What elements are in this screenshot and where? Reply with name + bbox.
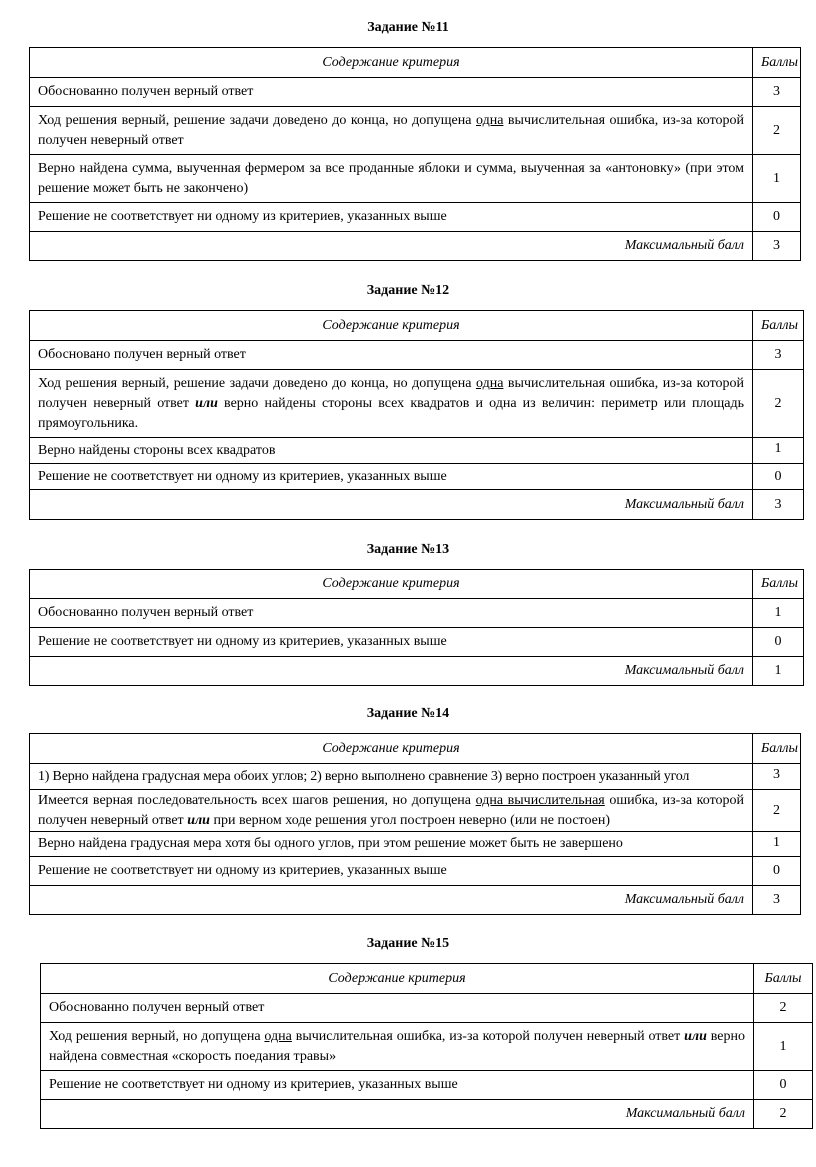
criterion-points: 1 bbox=[753, 438, 804, 464]
points-header: Баллы bbox=[753, 311, 804, 341]
max-score-label: Максимальный балл bbox=[41, 1100, 754, 1129]
task-15-criteria-table bbox=[40, 963, 813, 1129]
max-score-label: Максимальный балл bbox=[30, 232, 753, 261]
max-score-label: Максимальный балл bbox=[30, 886, 753, 915]
underlined-word: одна bbox=[475, 112, 504, 128]
criterion-text: Верно найдена градусная мера хотя бы одного углов, при этом решение может быть не завершено bbox=[30, 832, 753, 857]
or-conjunction: или bbox=[684, 1028, 707, 1044]
task-14-title: Задание №14 bbox=[366, 706, 450, 721]
max-score-label: Максимальный балл bbox=[30, 490, 753, 520]
criterion-points: 1 bbox=[753, 599, 804, 628]
max-score-value: 1 bbox=[753, 657, 804, 686]
criterion-text: Обосновано получен верный ответ bbox=[30, 341, 753, 370]
text-part: верно найдены стороны всех квадратов и одна из величин: периметр или площадь прямоугольника. bbox=[38, 395, 744, 431]
criteria-header: Содержание критерия bbox=[30, 311, 753, 341]
max-score-value: 3 bbox=[753, 886, 801, 915]
criterion-text: Верно найдены стороны всех квадратов bbox=[30, 438, 753, 464]
criterion-points: 3 bbox=[753, 78, 801, 107]
task-13-criteria-table bbox=[29, 569, 804, 686]
text-part: Имеется верная последовательность всех шагов решения, но допущена bbox=[38, 792, 476, 808]
criteria-header: Содержание критерия bbox=[30, 734, 753, 764]
criteria-header: Содержание критерия bbox=[41, 964, 754, 994]
max-score-value: 3 bbox=[753, 490, 804, 520]
criterion-text: Решение не соответствует ни одному из критериев, указанных выше bbox=[30, 628, 753, 657]
criterion-points: 1 bbox=[753, 155, 801, 203]
text-part: Ход решения верный, решение задачи доведено до конца, но допущена bbox=[38, 375, 476, 391]
points-header: Баллы bbox=[753, 570, 804, 599]
criterion-points: 1 bbox=[753, 832, 801, 857]
criterion-points: 2 bbox=[753, 790, 801, 832]
criterion-points: 0 bbox=[753, 628, 804, 657]
max-score-value: 2 bbox=[754, 1100, 813, 1129]
task-11-criteria-table bbox=[29, 47, 801, 261]
criterion-text: Верно найдена сумма, выученная фермером за все проданные яблоки и сумма, выученная за «антоновку» (при этом решение может быть не закончено) bbox=[30, 155, 753, 203]
criterion-text bbox=[30, 107, 753, 155]
criterion-points: 0 bbox=[754, 1071, 813, 1100]
criterion-text: Обоснованно получен верный ответ bbox=[30, 78, 753, 107]
underlined-word: одна bbox=[475, 375, 504, 391]
criterion-text: Решение не соответствует ни одному из критериев, указанных выше bbox=[41, 1071, 754, 1100]
criterion-points: 0 bbox=[753, 857, 801, 886]
or-conjunction: или bbox=[195, 395, 218, 411]
criterion-points: 1 bbox=[754, 1023, 813, 1071]
criterion-text: Решение не соответствует ни одному из критериев, указанных выше bbox=[30, 857, 753, 886]
criteria-header: Содержание критерия bbox=[30, 570, 753, 599]
criterion-points: 3 bbox=[753, 764, 801, 790]
text-part: Ход решения верный, решение задачи доведено до конца, но допущена bbox=[38, 112, 476, 128]
text-part: вычислительная ошибка, из-за которой получен неверный ответ bbox=[38, 375, 744, 411]
points-header: Баллы bbox=[753, 48, 801, 78]
text-part: вычислительная ошибка, из-за которой получен неверный ответ bbox=[291, 1028, 685, 1044]
criterion-text: Обоснованно получен верный ответ bbox=[41, 994, 754, 1023]
points-header: Баллы bbox=[754, 964, 813, 994]
criterion-text bbox=[41, 1023, 754, 1071]
criterion-text bbox=[30, 370, 753, 438]
text-part: Ход решения верный, но допущена bbox=[49, 1028, 265, 1044]
criterion-points: 2 bbox=[753, 370, 804, 438]
task-15-title: Задание №15 bbox=[366, 936, 450, 951]
underlined-words: одна вычислительная bbox=[475, 792, 605, 808]
criterion-text: Обоснованно получен верный ответ bbox=[30, 599, 753, 628]
task-12-criteria-table bbox=[29, 310, 804, 520]
criterion-text: 1) Верно найдена градусная мера обоих углов; 2) верно выполнено сравнение 3) верно построен указанный угол bbox=[30, 764, 753, 790]
criterion-text: Решение не соответствует ни одному из критериев, указанных выше bbox=[30, 464, 753, 490]
points-header: Баллы bbox=[753, 734, 801, 764]
max-score-value: 3 bbox=[753, 232, 801, 261]
or-conjunction: или bbox=[187, 812, 210, 828]
criterion-text bbox=[30, 790, 753, 832]
text-part: ошибка, из-за которой получен неверный ответ bbox=[38, 792, 744, 828]
criterion-points: 0 bbox=[753, 203, 801, 232]
criterion-text: Решение не соответствует ни одному из критериев, указанных выше bbox=[30, 203, 753, 232]
task-11-title: Задание №11 bbox=[367, 20, 449, 35]
text-part: при верном ходе решения угол построен неверно (или не постоен) bbox=[209, 812, 611, 828]
underlined-word: одна bbox=[264, 1028, 292, 1044]
max-score-label: Максимальный балл bbox=[30, 657, 753, 686]
criteria-header: Содержание критерия bbox=[30, 48, 753, 78]
task-12-title: Задание №12 bbox=[366, 283, 450, 298]
criterion-points: 2 bbox=[754, 994, 813, 1023]
task-13-title: Задание №13 bbox=[366, 542, 450, 557]
criterion-points: 3 bbox=[753, 341, 804, 370]
text-part: верно найдена совместная «скорость поедания травы» bbox=[49, 1028, 746, 1064]
criterion-points: 0 bbox=[753, 464, 804, 490]
text-part: вычислительная ошибка, из-за которой получен неверный ответ bbox=[38, 112, 744, 148]
criterion-points: 2 bbox=[753, 107, 801, 155]
task-14-criteria-table bbox=[29, 733, 801, 915]
